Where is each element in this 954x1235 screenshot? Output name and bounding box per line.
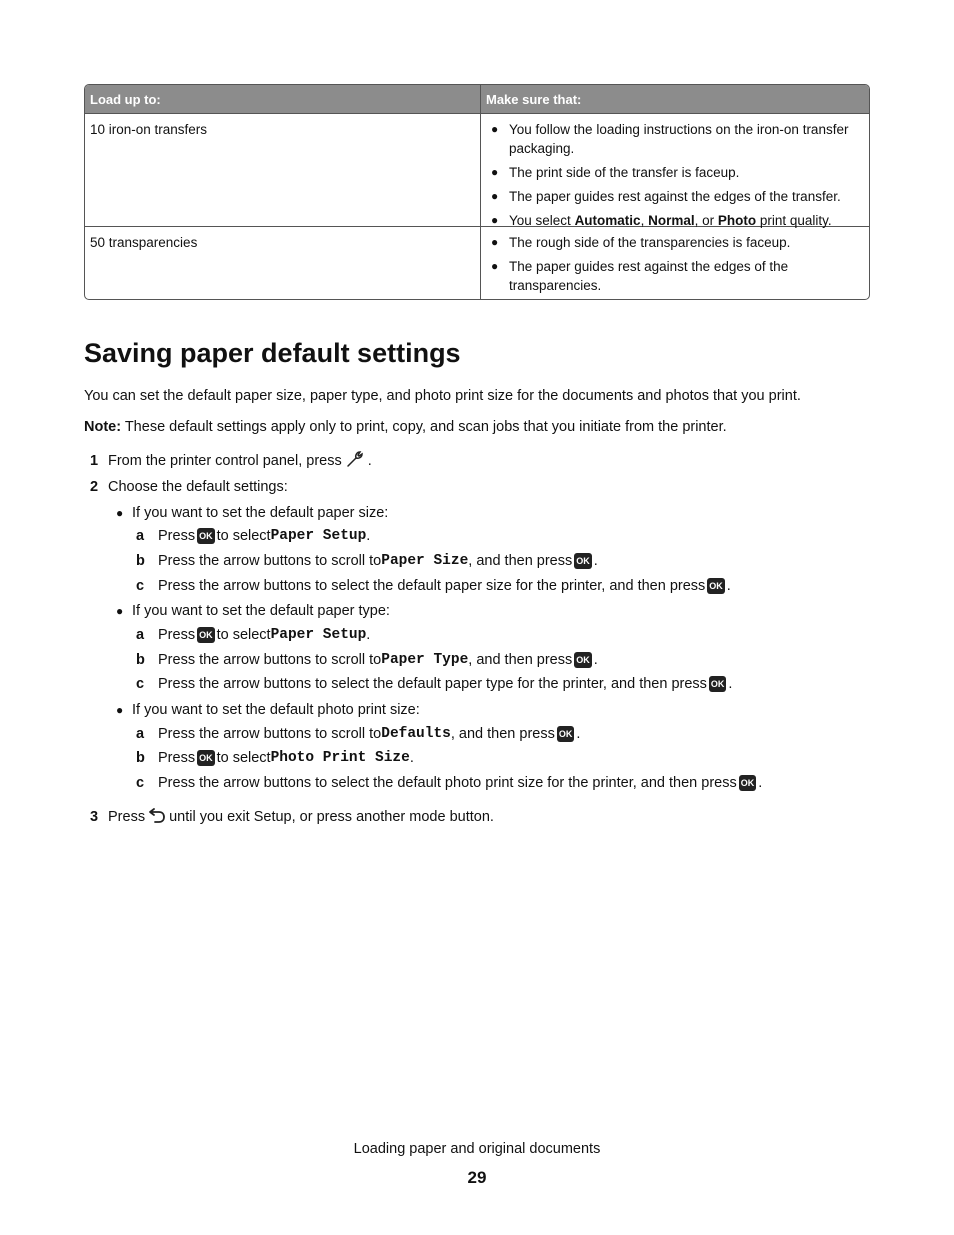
menu-code: Paper Setup — [270, 627, 367, 643]
step-number: 2 — [90, 479, 99, 495]
bullet-paper-size: ● If you want to set the default paper size: — [116, 505, 389, 521]
list-item-text: The paper guides rest against the edges of the transfer. — [509, 189, 841, 204]
step-text: Choose the default settings: — [108, 479, 288, 495]
list-item-text: The rough side of the transparencies is faceup. — [509, 235, 791, 250]
ok-button-icon: OK — [574, 553, 592, 569]
substep-size-a: a Press OK to select Paper Setup . — [136, 528, 371, 544]
substep-type-a: a Press OK to select Paper Setup . — [136, 627, 371, 643]
load-cell: 10 iron-on transfers — [85, 114, 481, 226]
menu-code: Paper Type — [381, 652, 469, 668]
menu-code: Defaults — [381, 726, 451, 742]
bullet-icon: ● — [116, 604, 124, 618]
bullet-icon: ● — [491, 235, 499, 249]
menu-code: Photo Print Size — [270, 750, 410, 766]
table-row — [85, 113, 869, 226]
ok-button-icon: OK — [709, 676, 727, 692]
wrench-icon — [345, 449, 365, 473]
list-item — [491, 120, 865, 158]
note-paragraph — [84, 417, 727, 437]
bullet-icon: ● — [491, 259, 499, 273]
bullet-icon: ● — [116, 506, 124, 520]
checklist-cell — [481, 227, 869, 299]
list-item-text: The paper guides rest against the edges of the transparencies. — [509, 259, 789, 293]
menu-code: Paper Setup — [270, 528, 367, 544]
menu-code: Paper Size — [381, 553, 469, 569]
bullet-icon: ● — [491, 122, 499, 136]
bullet-photo-size: ● If you want to set the default photo print size: — [116, 702, 420, 718]
bullet-icon: ● — [491, 165, 499, 179]
step-number: 3 — [90, 809, 99, 825]
list-item — [491, 163, 865, 182]
intro-paragraph: You can set the default paper size, paper type, and photo print size for the documents and photos that you print. — [84, 388, 801, 404]
table-row — [85, 226, 869, 299]
header-make-sure: Make sure that: — [486, 92, 582, 107]
substep-size-b: b Press the arrow buttons to scroll to Paper Size , and then press OK . — [136, 553, 598, 569]
table-header — [85, 85, 869, 113]
bullet-icon: ● — [116, 703, 124, 717]
step-2 — [90, 479, 288, 495]
substep-photo-a: a Press the arrow buttons to scroll to Defaults , and then press OK . — [136, 726, 581, 742]
ok-button-icon: OK — [739, 775, 757, 791]
checklist-cell — [481, 114, 869, 226]
step-3: 3 Press until you exit Setup, or press another mode button. — [90, 806, 494, 828]
header-load-up-to: Load up to: — [85, 85, 481, 113]
step-text: Press — [108, 809, 146, 825]
step-text: From the printer control panel, press — [108, 453, 342, 469]
note-text: These default settings apply only to print, copy, and scan jobs that you initiate from the printer. — [121, 419, 727, 435]
substep-photo-c: c Press the arrow buttons to select the default photo print size for the printer, and then press OK . — [136, 775, 763, 791]
bullet-icon: ● — [491, 189, 499, 203]
load-cell: 50 transparencies — [85, 227, 481, 299]
list-item — [491, 233, 865, 252]
bullet-icon: ● — [491, 213, 499, 227]
back-arrow-icon — [148, 806, 166, 828]
list-item-text: The print side of the transfer is faceup. — [509, 165, 740, 180]
page-number: 29 — [467, 1168, 487, 1187]
ok-button-icon: OK — [574, 652, 592, 668]
substep-type-b: b Press the arrow buttons to scroll to Paper Type , and then press OK . — [136, 652, 598, 668]
ok-button-icon: OK — [707, 578, 725, 594]
load-table — [84, 84, 870, 300]
ok-button-icon: OK — [197, 750, 215, 766]
list-item-text: You select Automatic, Normal, or Photo print quality. — [509, 213, 832, 228]
list-item — [491, 257, 865, 295]
bullet-paper-type: ● If you want to set the default paper type: — [116, 603, 390, 619]
substep-type-c: c Press the arrow buttons to select the default paper type for the printer, and then press OK . — [136, 676, 733, 692]
note-label: Note: — [84, 419, 122, 435]
step-number: 1 — [90, 453, 99, 469]
section-title: Saving paper default settings — [84, 338, 461, 368]
list-item-text: You follow the loading instructions on the iron-on transfer packaging. — [509, 122, 849, 156]
ok-button-icon: OK — [197, 528, 215, 544]
substep-size-c: c Press the arrow buttons to select the default paper size for the printer, and then press OK . — [136, 578, 731, 594]
footer-chapter: Loading paper and original documents — [353, 1141, 601, 1157]
ok-button-icon: OK — [557, 726, 575, 742]
substep-photo-b: b Press OK to select Photo Print Size . — [136, 750, 414, 766]
ok-button-icon: OK — [197, 627, 215, 643]
list-item — [491, 187, 865, 206]
step-1: 1 From the printer control panel, press . — [90, 449, 372, 473]
